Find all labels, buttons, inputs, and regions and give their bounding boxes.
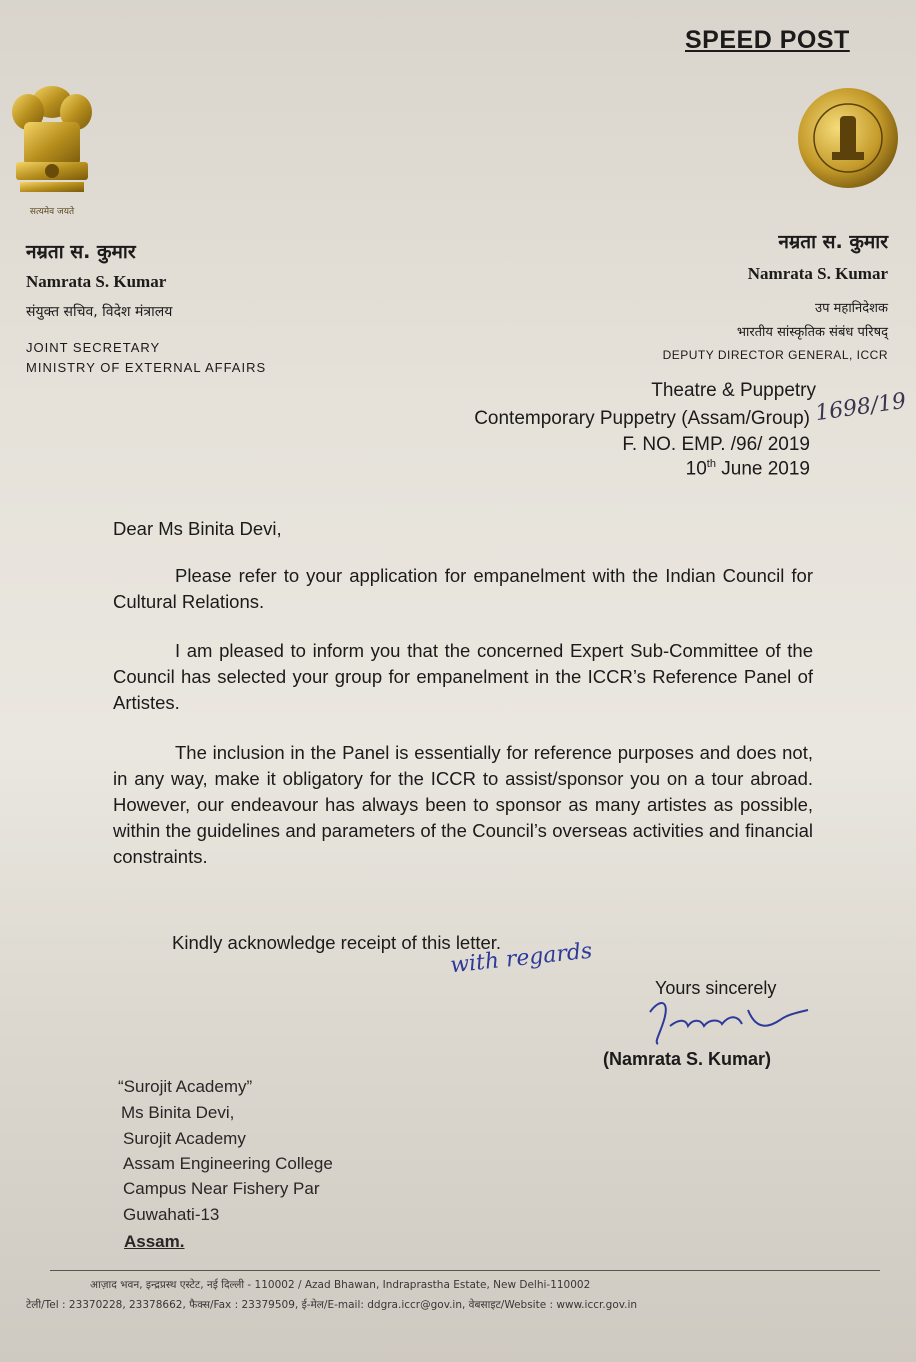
address-line5: Campus Near Fishery Par [123,1179,320,1198]
speed-post-label: SPEED POST [685,26,850,54]
footer-divider [50,1270,880,1271]
left-title-line2: MINISTRY OF EXTERNAL AFFAIRS [26,360,267,375]
address-line3: Surojit Academy [123,1129,246,1148]
paragraph-3: The inclusion in the Panel is essentially for reference purposes and does not, in any way, make it obligatory for the ICCR to assist/sponsor you on a tour abroad. However, our endeavour has always been to sponsor as many artistes as possible, within the guidelines and parameters of the Council’s overseas activities and financial constraints. [113,742,813,867]
handwritten-regards: with regards [449,938,594,979]
address-line7: Assam. [124,1232,185,1251]
signature [630,990,820,1050]
left-name-english: Namrata S. Kumar [26,272,167,291]
footer-address: आज़ाद भवन, इन्द्रप्रस्थ एस्टेट, नई दिल्ली - 110002 / Azad Bhawan, Indraprastha Estate, New Delhi-110002 [90,1279,591,1291]
paragraph-2: I am pleased to inform you that the concerned Expert Sub-Committee of the Council has selected your group for empanelment in the ICCR’s Reference Panel of Artistes. [113,640,813,713]
paragraph-1: Please refer to your application for empanelment with the Indian Council for Cultural Relations. [113,565,813,612]
handwritten-reference-number: 1698/19 [813,388,908,427]
iccr-seal-icon [796,86,900,190]
left-name-hindi: नम्रता स. कुमार [26,241,136,263]
right-title-hindi2: भारतीय सांस्कृतिक संबंध परिषद् [736,325,888,340]
reference-line1: Theatre & Puppetry [651,380,816,401]
left-title-hindi: संयुक्त सचिव, विदेश मंत्रालय [26,304,173,320]
closing: Yours sincerely [655,978,777,998]
address-line6: Guwahati-13 [123,1205,220,1224]
file-number: F. NO. EMP. /96/ 2019 [622,434,810,455]
right-title-hindi1: उप महानिदेशक [815,301,888,316]
paragraph-4: Kindly acknowledge receipt of this letter. [172,932,502,953]
right-title-english: DEPUTY DIRECTOR GENERAL, ICCR [662,348,888,362]
left-title-line1: JOINT SECRETARY [26,340,161,355]
address-line1: “Surojit Academy” [118,1077,253,1096]
salutation: Dear Ms Binita Devi, [113,518,282,539]
footer-contact: टेली/Tel : 23370228, 23378662, फैक्स/Fax : 23379509, ई-मेल/E-mail: ddgra.iccr@gov.in, वेबसाइट/Website : www.iccr.gov.in [26,1299,638,1311]
svg-text:सत्यमेव जयते: सत्यमेव जयते [29,207,75,217]
letter-date: 10th June 2019 [685,458,810,480]
address-line4: Assam Engineering College [123,1154,333,1173]
national-emblem-icon [6,70,98,220]
reference-line2: Contemporary Puppetry (Assam/Group) [474,408,810,429]
right-name-english: Namrata S. Kumar [747,264,888,283]
signatory: (Namrata S. Kumar) [603,1049,772,1069]
right-name-hindi: नम्रता स. कुमार [778,231,888,253]
address-line2: Ms Binita Devi, [121,1103,235,1122]
